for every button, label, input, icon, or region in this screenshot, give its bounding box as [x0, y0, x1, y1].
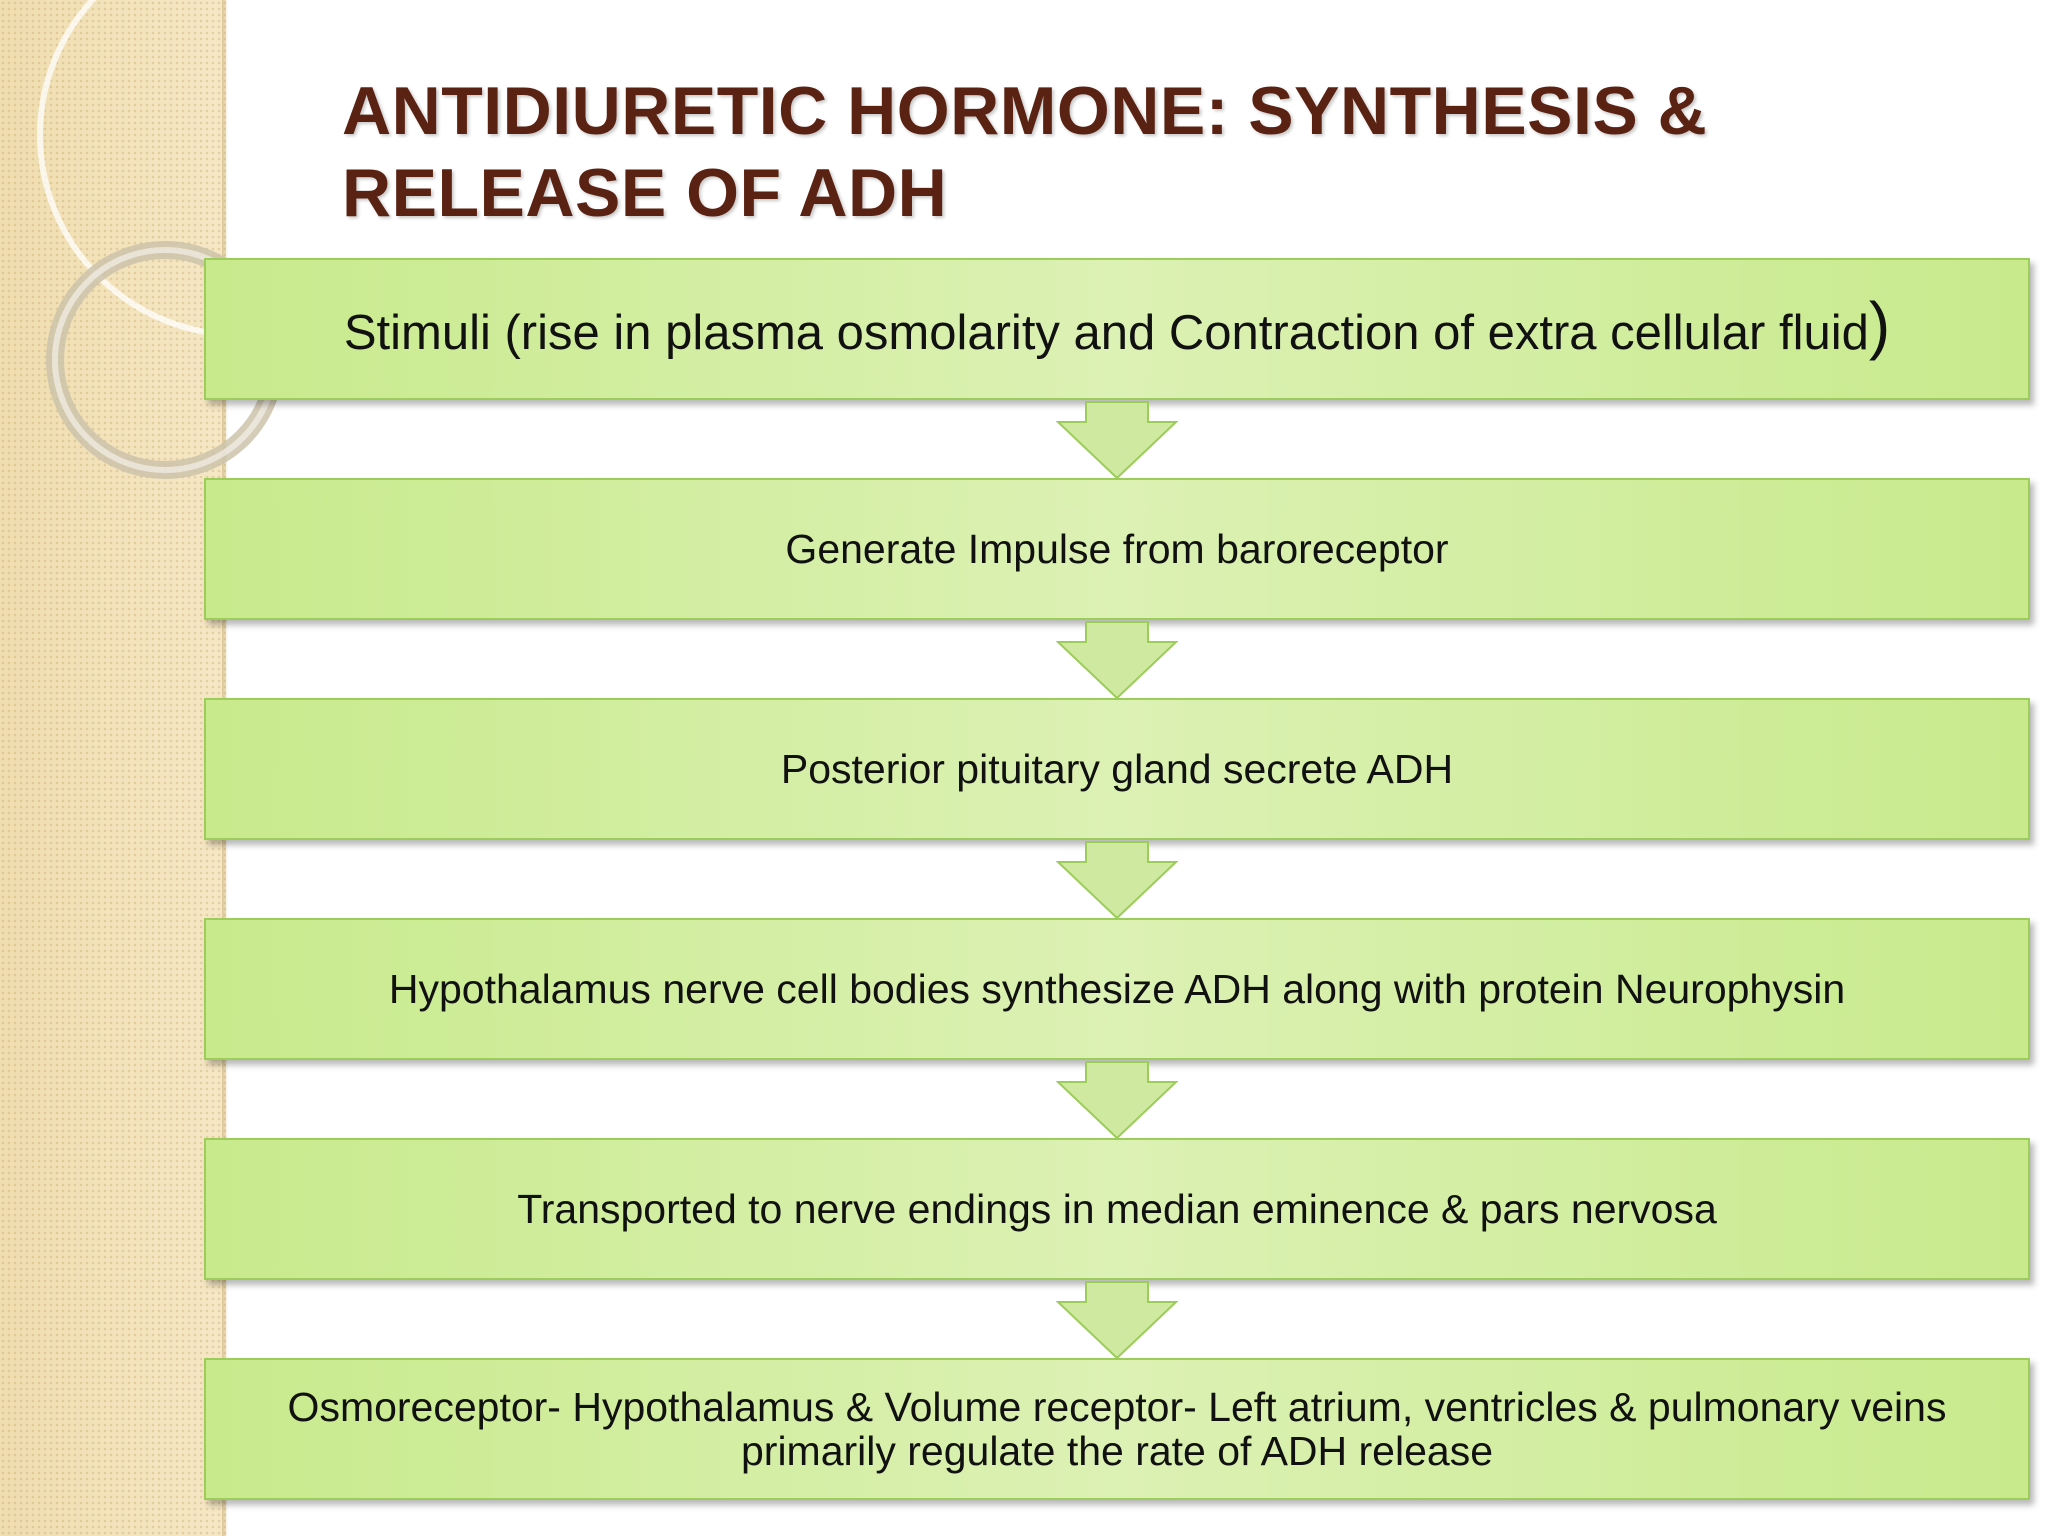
flow-step-stimuli: [204, 258, 2030, 400]
flow-step-stimuli-closing-paren: ): [1868, 289, 1891, 361]
flow-step-transport-text: Transported to nerve endings in median eminence & pars nervosa: [517, 1186, 1717, 1232]
flow-step-stimuli-label: Stimuli (rise in plasma osmolarity and Contraction of extra cellular fluid: [343, 306, 1869, 360]
flow-step-secretion-text: Posterior pituitary gland secrete ADH: [780, 746, 1454, 792]
flow-step-secretion: [204, 698, 2030, 840]
slide-title-line-1: ANTIDIURETIC HORMONE: SYNTHESIS &: [342, 73, 1708, 149]
flow-step-impulse-text: Generate Impulse from baroreceptor: [785, 526, 1449, 572]
down-arrow-icon: [1052, 1280, 1182, 1360]
flow-step-synthesis-text: Hypothalamus nerve cell bodies synthesize ADH along with protein Neurophysin: [388, 966, 1846, 1012]
flow-step-regulation-line-1: Osmoreceptor- Hypothalamus & Volume receptor- Left atrium, ventricles & pulmonary veins: [287, 1384, 1947, 1430]
flow-step-synthesis: [204, 918, 2030, 1060]
down-arrow-icon: [1052, 1060, 1182, 1140]
flow-step-regulation: [204, 1358, 2030, 1500]
down-arrow-icon: [1052, 400, 1182, 480]
flow-step-stimuli-text: [343, 289, 1891, 361]
slide-title-line-2: RELEASE OF ADH: [342, 155, 948, 231]
down-arrow-icon: [1052, 840, 1182, 920]
slide-title: [342, 70, 1792, 234]
flow-step-regulation-text: [288, 1385, 1947, 1473]
down-arrow-icon: [1052, 620, 1182, 700]
flow-step-transport: [204, 1138, 2030, 1280]
flow-step-impulse: [204, 478, 2030, 620]
flow-step-regulation-line-2: primarily regulate the rate of ADH release: [740, 1428, 1493, 1474]
